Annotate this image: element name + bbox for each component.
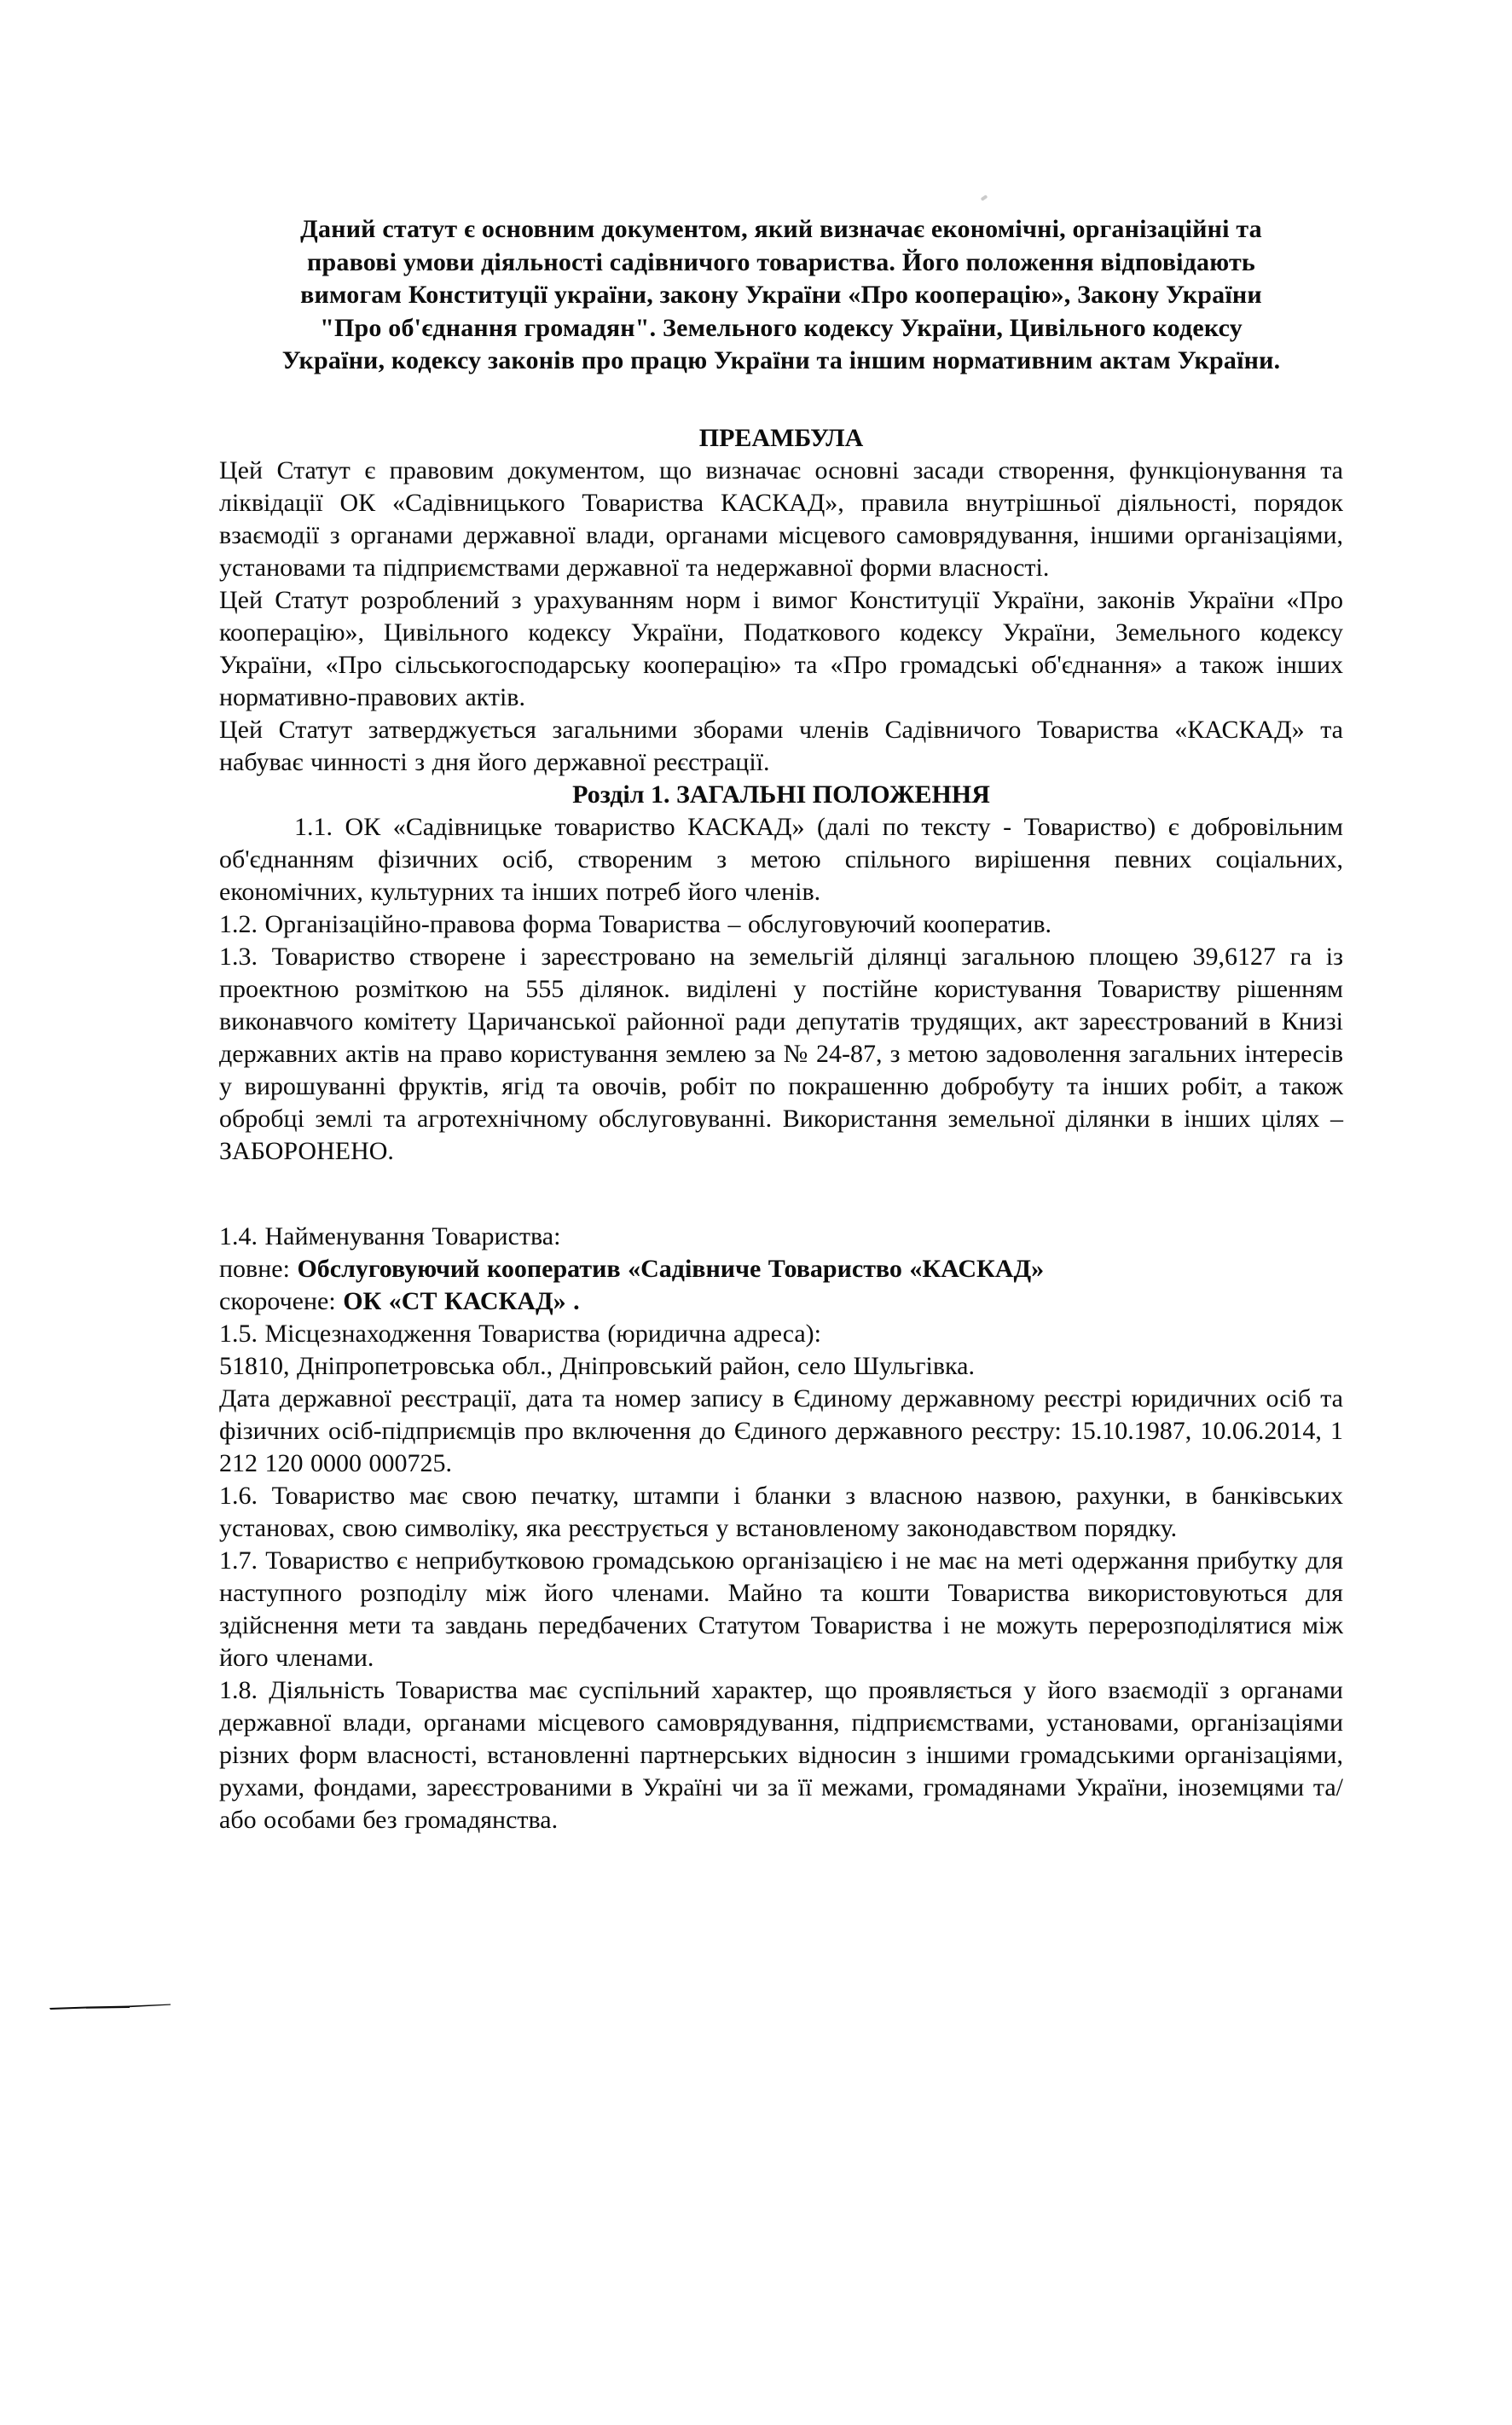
clause-1-6: 1.6. Товариство має свою печатку, штампи і бланки з власною назвою, рахунки, в банківських установах, свою символіку, яка реєструється у встановленому законодавством порядку.	[219, 1481, 1343, 1542]
clause-1-5-heading: 1.5. Місцезнаходження Товариства (юридична адреса):	[219, 1319, 822, 1348]
preamble-paragraph-2: Цей Статут розроблений з урахуванням норм і вимог Конституції України, законів України «Про кооперацію», Цивільного кодексу України, Податкового кодексу України, Земельного кодексу України, «Про сільськогосподарську кооперацію» та «Про громадські об'єднання» а також інших нормативно-правових актів.	[219, 585, 1343, 711]
full-name-value: Обслуговуючий кооператив «Садівниче Товариство «КАСКАД»	[297, 1254, 1045, 1283]
clause-1-4-short-name	[219, 1285, 1343, 1318]
header-line-4: "Про об'єднання громадян". Земельного кодексу України, Цивільного кодексу	[320, 313, 1243, 342]
stray-pen-mark	[49, 2001, 172, 2011]
section-1-title: Розділ 1. ЗАГАЛЬНІ ПОЛОЖЕННЯ	[572, 780, 990, 809]
document-header	[219, 213, 1343, 378]
clause-1-5-address: 51810, Дніпропетровська обл., Дніпровський район, село Шульгівка.	[219, 1351, 975, 1380]
full-name-label: повне:	[219, 1254, 298, 1283]
short-name-value: ОК «СТ КАСКАД» .	[343, 1286, 580, 1315]
scan-speck-artifact	[981, 194, 988, 201]
header-line-5: України, кодексу законів про працю України та іншим нормативним актам України.	[281, 346, 1281, 374]
header-line-1: Даний статут є основним документом, який визначає економічні, організаційні та	[300, 215, 1262, 243]
preamble-paragraph-3: Цей Статут затверджується загальними зборами членів Садівничого Товариства «КАСКАД» та набуває чинності з дня його державної реєстрації.	[219, 715, 1343, 776]
preamble-paragraph-1: Цей Статут є правовим документом, що визначає основні засади створення, функціонування та ліквідації ОК «Садівницького Товариства КАСКАД», правила внутрішньої діяльності, порядок взаємодії з органами державної влади, органами місцевого самоврядування, іншими організаціями, установами та підприємствами державної та недержавної форми власності.	[219, 455, 1343, 582]
preamble-title: ПРЕАМБУЛА	[698, 423, 864, 452]
header-line-3: вимогам Конституції україни, закону України «Про кооперацію», Закону України	[300, 281, 1262, 309]
header-line-2: правові умови діяльності садівничого товариства. Його положення відповідають	[307, 247, 1255, 276]
document-content	[219, 213, 1343, 1836]
clause-1-8: 1.8. Діяльність Товариства має суспільний характер, що проявляється у його взаємодії з органами державної влади, органами місцевого самоврядування, підприємствами, установами, організаціями різних форм власності, встановленні партнерських відносин з іншими громадськими організаціями, рухами, фондами, зареєстрованими в Україні чи за її межами, громадянами України, іноземцями та/або особами без громадянства.	[219, 1675, 1343, 1834]
clause-1-3: 1.3. Товариство створене і зареєстровано на земельгій ділянці загальною площею 39,6127 га із проектною розміткою на 555 ділянок. виділені у постійне користування Товариству рішенням виконавчого комітету Царичанської районної ради депутатів трудящих, акт зареєстрований в Книзі державних актів на право користування землею за № 24-87, з метою задоволення загальних інтересів у вирошуванні фруктів, ягід та овочів, робіт по покрашенню добробуту та інших робіт, а також обробці землі та агротехнічному обслуговуванні. Використання земельної ділянки в інших цілях – ЗАБОРОНЕНО.	[219, 942, 1343, 1165]
clause-1-7: 1.7. Товариство є неприбутковою громадською організацією і не має на меті одержання прибутку для наступного розподілу між його членами. Майно та кошти Товариства використовуються для здійснення мети та завдань передбачених Статутом Товариства і не можуть перерозподілятися між його членами.	[219, 1546, 1343, 1672]
clause-1-1: 1.1. ОК «Садівницьке товариство КАСКАД» (далі по тексту - Товариство) є добровільним об'єднанням фізичних осіб, створеним з метою спільного вирішення певних соціальних, економічних, культурних та інших потреб його членів.	[219, 812, 1343, 906]
clause-1-5-registration: Дата державної реєстрації, дата та номер запису в Єдиному державному реєстрі юридичних осіб та фізичних осіб-підприємців про включення до Єдиного державного реєстру: 15.10.1987, 10.06.2014, 1 212 120 0000 000725.	[219, 1384, 1343, 1477]
clause-1-2: 1.2. Організаційно-правова форма Товариства – обслуговуючий кооператив.	[219, 909, 1052, 938]
blank-gap	[219, 1168, 1343, 1221]
clause-1-4-full-name	[219, 1253, 1343, 1285]
short-name-label: скорочене:	[219, 1286, 344, 1315]
clause-1-4-heading: 1.4. Найменування Товариства:	[219, 1221, 561, 1250]
